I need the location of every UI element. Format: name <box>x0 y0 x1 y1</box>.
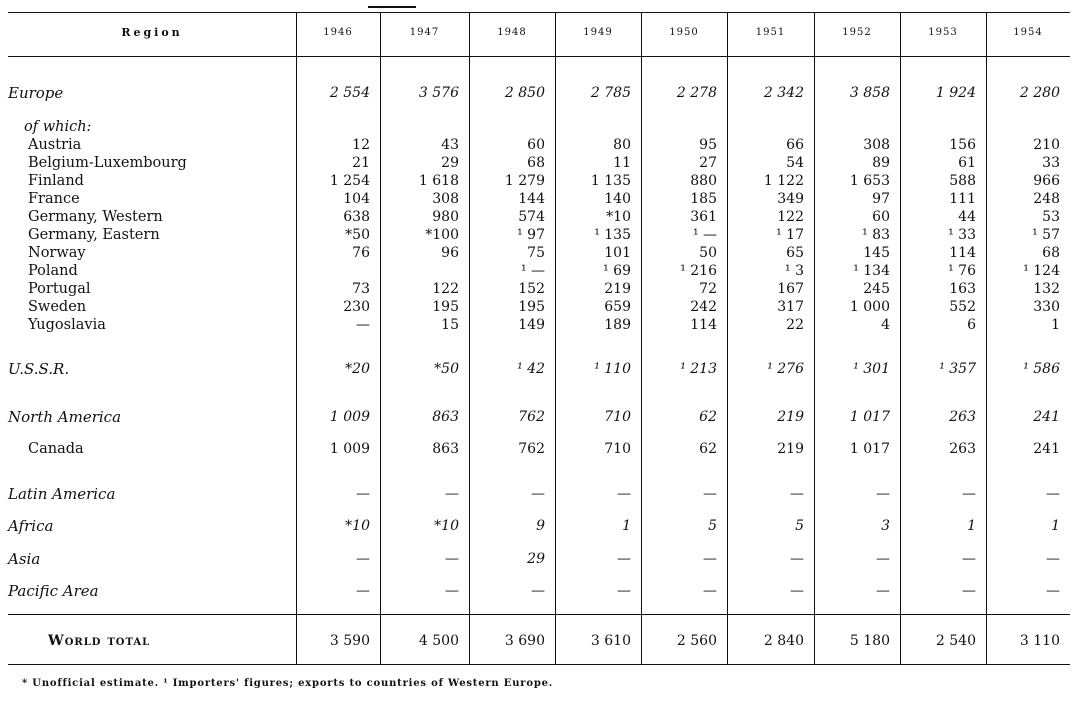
value-cell: 62 <box>699 409 717 425</box>
table-row <box>0 582 1075 600</box>
value-cell: 68 <box>527 155 545 171</box>
value-cell: 248 <box>1033 191 1060 207</box>
value-cell: ¹ 83 <box>862 227 890 243</box>
value-cell: 132 <box>1033 281 1060 297</box>
row-label: Europe <box>8 84 64 102</box>
value-cell: 574 <box>518 209 545 225</box>
value-cell: — <box>1046 583 1060 599</box>
value-cell: 185 <box>690 191 717 207</box>
value-cell: ¹ 97 <box>517 227 545 243</box>
row-label: Portugal <box>28 281 91 297</box>
value-cell: 44 <box>958 209 976 225</box>
table-row <box>0 244 1075 262</box>
value-cell: ¹ 17 <box>776 227 804 243</box>
value-cell: 1 254 <box>329 173 370 189</box>
value-cell: 195 <box>518 299 545 315</box>
value-cell: 12 <box>352 137 370 153</box>
value-cell: 27 <box>699 155 717 171</box>
bottom-rule <box>8 664 1070 665</box>
value-cell: 76 <box>352 245 370 261</box>
value-cell: — <box>790 551 804 567</box>
value-cell: ¹ 586 <box>1023 361 1060 377</box>
value-cell: ¹ 357 <box>939 361 976 377</box>
value-cell: 3 110 <box>1019 633 1060 649</box>
value-cell: 145 <box>863 245 890 261</box>
value-cell: ¹ 216 <box>680 263 717 279</box>
value-cell: *10 <box>434 518 459 534</box>
value-cell: ¹ 69 <box>603 263 631 279</box>
value-cell: 75 <box>527 245 545 261</box>
value-cell: 2 554 <box>329 85 370 101</box>
value-cell: *10 <box>345 518 370 534</box>
value-cell: 122 <box>777 209 804 225</box>
row-label: Latin America <box>8 485 116 503</box>
value-cell: 22 <box>786 317 804 333</box>
value-cell: 5 <box>795 518 804 534</box>
value-cell: ¹ 42 <box>517 361 545 377</box>
value-cell: 60 <box>872 209 890 225</box>
value-cell: 3 858 <box>849 85 890 101</box>
value-cell: 156 <box>949 137 976 153</box>
value-cell: — <box>876 486 890 502</box>
value-cell: — <box>617 551 631 567</box>
value-cell: ¹ 301 <box>853 361 890 377</box>
top-mark-rule <box>368 6 416 8</box>
value-cell: ¹ 124 <box>1023 263 1060 279</box>
table-row <box>0 84 1075 102</box>
value-cell: 1 <box>967 518 976 534</box>
value-cell: ¹ — <box>520 263 545 279</box>
value-cell: 3 690 <box>504 633 545 649</box>
value-cell: 167 <box>777 281 804 297</box>
year-header: 1951 <box>755 27 786 38</box>
value-cell: 3 590 <box>329 633 370 649</box>
value-cell: ¹ 57 <box>1032 227 1060 243</box>
year-header: 1947 <box>409 27 440 38</box>
value-cell: 263 <box>949 409 976 425</box>
value-cell: 2 278 <box>676 85 717 101</box>
value-cell: 966 <box>1033 173 1060 189</box>
table-row <box>0 190 1075 208</box>
row-label: Finland <box>28 173 84 189</box>
value-cell: — <box>962 486 976 502</box>
value-cell: 50 <box>699 245 717 261</box>
value-cell: 263 <box>949 441 976 457</box>
value-cell: 710 <box>604 409 631 425</box>
value-cell: 152 <box>518 281 545 297</box>
value-cell: 195 <box>432 299 459 315</box>
value-cell: *20 <box>345 361 370 377</box>
table-row <box>0 360 1075 378</box>
table-row <box>0 280 1075 298</box>
value-cell: 96 <box>441 245 459 261</box>
row-label: Norway <box>28 245 86 261</box>
value-cell: — <box>531 583 545 599</box>
year-header: 1952 <box>842 27 872 38</box>
value-cell: 219 <box>604 281 631 297</box>
value-cell: 189 <box>604 317 631 333</box>
value-cell: — <box>876 583 890 599</box>
table-row <box>0 136 1075 154</box>
value-cell: 6 <box>967 317 976 333</box>
value-cell: 163 <box>949 281 976 297</box>
value-cell: 89 <box>872 155 890 171</box>
year-header: 1950 <box>669 27 699 38</box>
table-row <box>0 208 1075 226</box>
value-cell: 2 280 <box>1019 85 1060 101</box>
value-cell: 65 <box>786 245 804 261</box>
value-cell <box>555 118 631 136</box>
value-cell: 1 618 <box>418 173 459 189</box>
value-cell: 2 342 <box>763 85 804 101</box>
value-cell: ¹ 134 <box>853 263 890 279</box>
row-label: Africa <box>8 517 54 535</box>
value-cell: 53 <box>1042 209 1060 225</box>
value-cell: — <box>962 551 976 567</box>
value-cell: 638 <box>343 209 370 225</box>
value-cell: 33 <box>1042 155 1060 171</box>
value-cell: 68 <box>1042 245 1060 261</box>
value-cell <box>380 118 459 136</box>
value-cell: 60 <box>527 137 545 153</box>
value-cell: 1 279 <box>504 173 545 189</box>
value-cell: 111 <box>949 191 976 207</box>
value-cell <box>296 118 370 136</box>
value-cell <box>727 118 804 136</box>
row-label: Canada <box>28 441 84 457</box>
value-cell: 2 560 <box>676 633 717 649</box>
value-cell: 349 <box>777 191 804 207</box>
value-cell: 95 <box>699 137 717 153</box>
row-label: France <box>28 191 80 207</box>
value-cell: 97 <box>872 191 890 207</box>
value-cell: 5 <box>708 518 717 534</box>
row-label: World total <box>48 633 151 649</box>
value-cell: — <box>1046 486 1060 502</box>
value-cell: *50 <box>345 227 370 243</box>
value-cell: — <box>703 486 717 502</box>
row-label: U.S.S.R. <box>8 360 70 378</box>
value-cell: 230 <box>343 299 370 315</box>
row-label: Poland <box>28 263 78 279</box>
value-cell: — <box>876 551 890 567</box>
row-label: Germany, Western <box>28 209 163 225</box>
value-cell: ¹ 76 <box>948 263 976 279</box>
table-row <box>0 316 1075 334</box>
table-row <box>0 298 1075 316</box>
value-cell: 62 <box>699 441 717 457</box>
value-cell: 5 180 <box>849 633 890 649</box>
value-cell: ¹ 276 <box>767 361 804 377</box>
table-row <box>0 262 1075 280</box>
value-cell: 2 840 <box>763 633 804 649</box>
value-cell: 1 122 <box>763 173 804 189</box>
value-cell: 980 <box>432 209 459 225</box>
table-row <box>0 485 1075 503</box>
value-cell: ¹ 3 <box>785 263 804 279</box>
footnote: * Unofficial estimate. ¹ Importers' figures; exports to countries of Western Europe. <box>22 678 554 689</box>
table-row <box>0 440 1075 458</box>
value-cell: 659 <box>604 299 631 315</box>
value-cell: 3 <box>881 518 890 534</box>
value-cell: 1 009 <box>329 409 370 425</box>
value-cell: 2 785 <box>590 85 631 101</box>
table-row <box>0 408 1075 426</box>
value-cell: 317 <box>777 299 804 315</box>
total-rule <box>8 614 1070 615</box>
value-cell: ¹ — <box>692 227 717 243</box>
value-cell: *100 <box>425 227 459 243</box>
value-cell: — <box>790 583 804 599</box>
value-cell: 880 <box>690 173 717 189</box>
value-cell: — <box>531 486 545 502</box>
value-cell: 149 <box>518 317 545 333</box>
value-cell: 73 <box>352 281 370 297</box>
value-cell: — <box>703 583 717 599</box>
value-cell <box>641 118 717 136</box>
value-cell: 11 <box>613 155 631 171</box>
table-row <box>0 517 1075 535</box>
value-cell: 3 610 <box>590 633 631 649</box>
value-cell: — <box>356 551 370 567</box>
value-cell: 210 <box>1033 137 1060 153</box>
value-cell: 21 <box>352 155 370 171</box>
value-cell: 762 <box>518 409 545 425</box>
value-cell: — <box>703 551 717 567</box>
top-rule <box>8 12 1070 13</box>
table-row <box>0 118 1075 136</box>
value-cell: 43 <box>441 137 459 153</box>
row-label: of which: <box>24 119 92 135</box>
value-cell: 219 <box>777 441 804 457</box>
value-cell: 80 <box>613 137 631 153</box>
value-cell: 588 <box>949 173 976 189</box>
year-header: 1954 <box>1013 27 1043 38</box>
value-cell: 101 <box>604 245 631 261</box>
value-cell: 1 000 <box>849 299 890 315</box>
value-cell: 1 017 <box>849 409 890 425</box>
year-header: 1946 <box>323 27 353 38</box>
value-cell: 1 <box>622 518 631 534</box>
value-cell: 104 <box>343 191 370 207</box>
value-cell: — <box>962 583 976 599</box>
row-label: Asia <box>8 550 41 568</box>
value-cell: 308 <box>432 191 459 207</box>
row-label: Germany, Eastern <box>28 227 160 243</box>
value-cell: *50 <box>434 361 459 377</box>
value-cell: 2 540 <box>935 633 976 649</box>
value-cell: 863 <box>432 409 459 425</box>
value-cell: 54 <box>786 155 804 171</box>
value-cell: 4 <box>881 317 890 333</box>
value-cell: — <box>617 486 631 502</box>
table-row <box>0 172 1075 190</box>
value-cell <box>986 118 1060 136</box>
year-header: 1953 <box>928 27 958 38</box>
value-cell: 1 <box>1051 518 1060 534</box>
value-cell: — <box>356 317 370 333</box>
value-cell: 241 <box>1033 409 1060 425</box>
value-cell: — <box>445 551 459 567</box>
value-cell: ¹ 213 <box>680 361 717 377</box>
value-cell: 241 <box>1033 441 1060 457</box>
value-cell: 15 <box>441 317 459 333</box>
value-cell: ¹ 33 <box>948 227 976 243</box>
year-header: 1949 <box>583 27 613 38</box>
table-row <box>0 226 1075 244</box>
value-cell: 1 653 <box>849 173 890 189</box>
value-cell: *10 <box>606 209 631 225</box>
value-cell: 29 <box>527 551 545 567</box>
row-label: Sweden <box>28 299 87 315</box>
value-cell: 242 <box>690 299 717 315</box>
row-label: Belgium-Luxembourg <box>28 155 187 171</box>
region-column-header: Region <box>121 26 183 39</box>
value-cell: 1 017 <box>849 441 890 457</box>
value-cell <box>814 118 890 136</box>
row-label: Yugoslavia <box>28 317 106 333</box>
value-cell: 361 <box>690 209 717 225</box>
value-cell: 2 850 <box>504 85 545 101</box>
value-cell: — <box>1046 551 1060 567</box>
value-cell: — <box>356 583 370 599</box>
value-cell: 9 <box>536 518 545 534</box>
value-cell <box>469 118 545 136</box>
value-cell: 1 <box>1051 317 1060 333</box>
value-cell: 66 <box>786 137 804 153</box>
value-cell: 1 009 <box>329 441 370 457</box>
value-cell <box>380 262 459 280</box>
value-cell: ¹ 135 <box>594 227 631 243</box>
row-label: Pacific Area <box>8 582 99 600</box>
value-cell: 144 <box>518 191 545 207</box>
value-cell: 114 <box>949 245 976 261</box>
value-cell: — <box>617 583 631 599</box>
value-cell: 1 135 <box>590 173 631 189</box>
value-cell: 72 <box>699 281 717 297</box>
header-rule <box>8 56 1070 57</box>
value-cell: 710 <box>604 441 631 457</box>
value-cell: 3 576 <box>418 85 459 101</box>
row-label: North America <box>8 408 122 426</box>
value-cell: 140 <box>604 191 631 207</box>
value-cell: 219 <box>777 409 804 425</box>
value-cell: 308 <box>863 137 890 153</box>
value-cell: 863 <box>432 441 459 457</box>
value-cell: 245 <box>863 281 890 297</box>
value-cell: — <box>356 486 370 502</box>
value-cell: ¹ 110 <box>594 361 631 377</box>
value-cell: 61 <box>958 155 976 171</box>
year-header: 1948 <box>497 27 527 38</box>
table-row <box>0 550 1075 568</box>
value-cell: 762 <box>518 441 545 457</box>
value-cell <box>900 118 976 136</box>
row-label: Austria <box>28 137 82 153</box>
value-cell: 552 <box>949 299 976 315</box>
value-cell: — <box>445 583 459 599</box>
value-cell: 1 924 <box>935 85 976 101</box>
table-row <box>0 632 1075 650</box>
value-cell: 4 500 <box>418 633 459 649</box>
value-cell: — <box>790 486 804 502</box>
table-row <box>0 154 1075 172</box>
value-cell: 122 <box>432 281 459 297</box>
value-cell: 114 <box>690 317 717 333</box>
value-cell: — <box>445 486 459 502</box>
value-cell: 29 <box>441 155 459 171</box>
value-cell <box>296 262 370 280</box>
value-cell: 330 <box>1033 299 1060 315</box>
